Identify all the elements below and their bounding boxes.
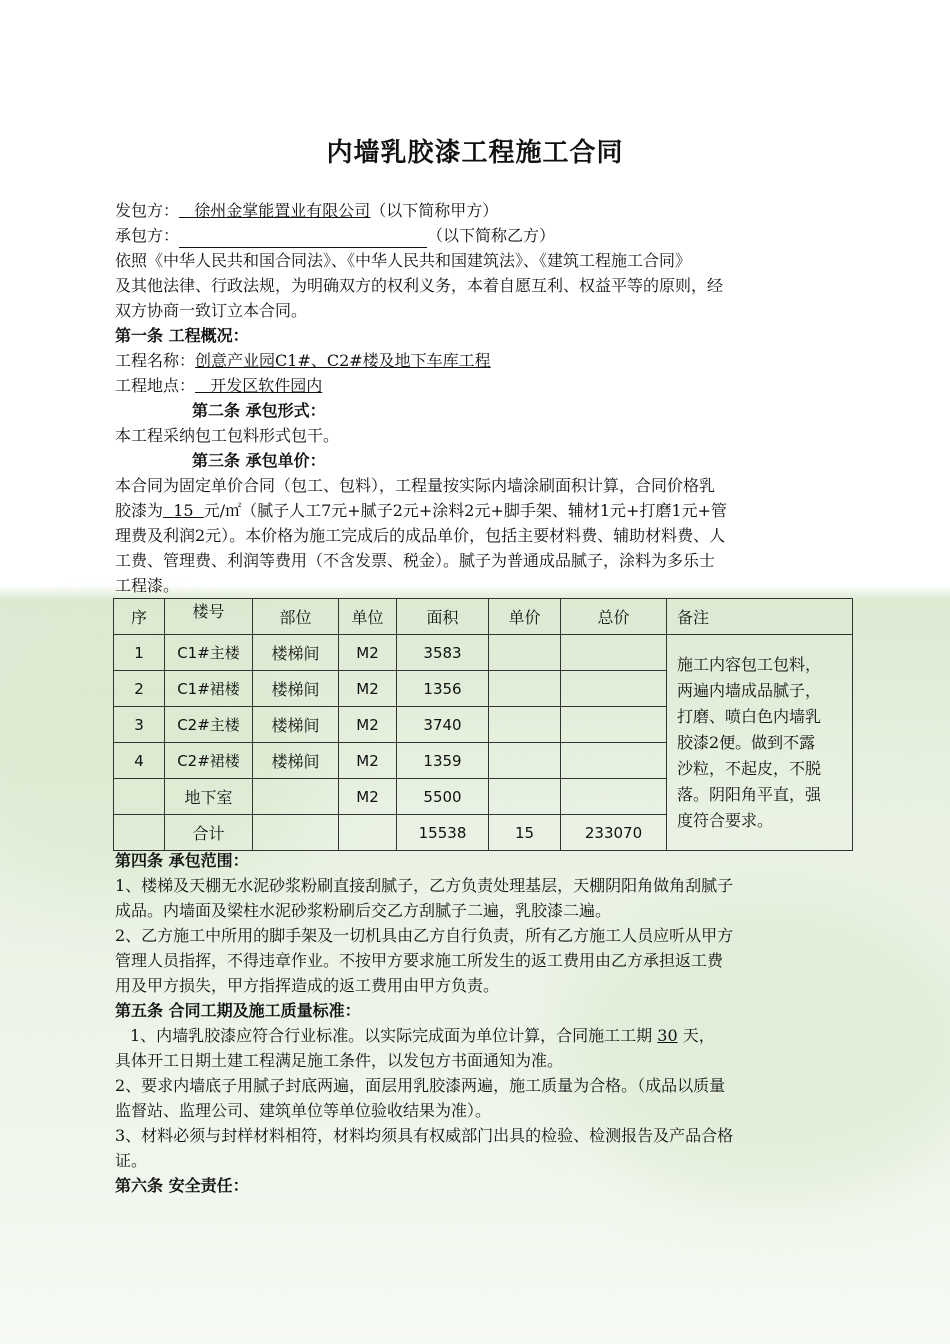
- cell-no: 3: [114, 707, 165, 743]
- party-b-line: [115, 224, 555, 248]
- project-location-label: 工程地点：: [115, 376, 196, 395]
- article-5-line-6: 证。: [115, 1151, 148, 1170]
- party-a-suffix: （以下简称甲方）: [370, 201, 499, 220]
- cell-no: 2: [114, 671, 165, 707]
- article-2-text: 本工程采纳包工包料形式包干。: [115, 426, 340, 445]
- article-3-line-2: 胶漆为 15 元/㎡（腻子人工7元+腻子2元+涂料2元+脚手架、辅材1元+打磨1元+管: [115, 501, 728, 520]
- cell-building: C2#主楼: [165, 707, 253, 743]
- cell-building: C1#主楼: [165, 635, 253, 671]
- article-5-line-5: 3、材料必须与封样材料相符，材料均须具有权威部门出具的检验、检测报告及产品合格: [115, 1126, 734, 1145]
- cell-no: 1: [114, 635, 165, 671]
- project-name-value: 创意产业园C1#、C2#楼及地下车库工程: [195, 351, 491, 370]
- article-2-heading: 第二条 承包形式：: [192, 401, 326, 420]
- article-4-line-2: 成品。内墙面及梁柱水泥砂浆粉刷后交乙方刮腻子二遍，乳胶漆二遍。: [115, 901, 612, 920]
- total-area: 15538: [397, 815, 489, 851]
- cell-price: [489, 635, 561, 671]
- article-3-line-3: 理费及利润2元）。本价格为施工完成后的成品单价，包括主要材料费、辅助材料费、人: [115, 526, 726, 545]
- total-price: 15: [489, 815, 561, 851]
- cell-area: 3583: [397, 635, 489, 671]
- cell-price: [489, 779, 561, 815]
- article-1-heading: 第一条 工程概况：: [115, 326, 249, 345]
- article-4-line-4: 管理人员指挥，不得违章作业。不按甲方要求施工所发生的返工费用由乙方承担返工费: [115, 951, 724, 970]
- intro-line-3: 双方协商一致订立本合同。: [115, 301, 308, 320]
- page-title: 内墙乳胶漆工程施工合同: [326, 138, 624, 168]
- cell-total: [561, 779, 667, 815]
- header-cell: 单位: [339, 599, 397, 635]
- cell-no: [114, 779, 165, 815]
- project-name-label: 工程名称：: [115, 351, 196, 370]
- party-b-label: 承包方：: [115, 226, 180, 245]
- header-cell: 楼号: [165, 599, 253, 635]
- article-3-line-5: 工程漆。: [115, 576, 180, 595]
- cell-total: [561, 743, 667, 779]
- header-cell: 面积: [397, 599, 489, 635]
- cell-no: 4: [114, 743, 165, 779]
- article-5-line-1: 1、内墙乳胶漆应符合行业标准。以实际完成面为单位计算，合同施工工期 30 天，: [130, 1026, 715, 1045]
- cell-price: [489, 743, 561, 779]
- cell-building: 地下室: [165, 779, 253, 815]
- article-5-line-3: 2、要求内墙底子用腻子封底两遍，面层用乳胶漆两遍，施工质量为合格。（成品以质量: [115, 1076, 726, 1095]
- cell-part: [253, 815, 339, 851]
- intro-line-2: 及其他法律、行政法规，为明确双方的权利义务，本着自愿互利、权益平等的原则，经: [115, 276, 724, 295]
- article-4-line-5: 用及甲方损失，甲方指挥造成的返工费用由甲方负责。: [115, 976, 500, 995]
- article-3-line-4: 工费、管理费、利润等费用（不含发票、税金）。腻子为普通成品腻子，涂料为多乐士: [115, 551, 716, 570]
- total-amount: 233070: [561, 815, 667, 851]
- cell-total: [561, 707, 667, 743]
- article-6-heading: 第六条 安全责任：: [115, 1176, 249, 1195]
- cell-part: 楼梯间: [253, 671, 339, 707]
- cell-building: C2#裙楼: [165, 743, 253, 779]
- party-b-suffix: （以下简称乙方）: [427, 226, 556, 245]
- project-location-value: 开发区软件园内: [210, 376, 323, 395]
- cell-total: [561, 635, 667, 671]
- cell-unit: M2: [339, 743, 397, 779]
- party-a-line: [115, 199, 498, 223]
- article-4-line-3: 2、乙方施工中所用的脚手架及一切机具由乙方自行负责，所有乙方施工人员应听从甲方: [115, 926, 734, 945]
- cell-building: C1#裙楼: [165, 671, 253, 707]
- cell-price: [489, 707, 561, 743]
- cell-no: [114, 815, 165, 851]
- cell-total: [561, 671, 667, 707]
- project-location-line: [115, 374, 596, 398]
- cell-part: [253, 779, 339, 815]
- cell-part: 楼梯间: [253, 707, 339, 743]
- party-a-name: 徐州金掌能置业有限公司: [194, 201, 371, 220]
- unit-price-value: 15: [173, 501, 194, 520]
- header-cell: 单价: [489, 599, 561, 635]
- article-4-heading: 第四条 承包范围：: [115, 851, 249, 870]
- intro-line-1: 依照《中华人民共和国合同法》、《中华人民共和国建筑法》、《建筑工程施工合同》: [115, 251, 692, 270]
- duration-days: 30: [657, 1026, 678, 1045]
- cell-unit: M2: [339, 635, 397, 671]
- cell-unit: M2: [339, 671, 397, 707]
- cell-part: 楼梯间: [253, 743, 339, 779]
- article-5-line-4: 监督站、监理公司、建筑单位等单位验收结果为准）。: [115, 1101, 492, 1120]
- article-5-heading: 第五条 合同工期及施工质量标准：: [115, 1001, 361, 1020]
- header-cell: 序: [114, 599, 165, 635]
- cell-unit: [339, 815, 397, 851]
- remarks-cell: 施工内容包工包料， 两遍内墙成品腻子， 打磨、喷白色内墙乳 胶漆2便。做到不露 沙粒，不起皮，不脱 落。阴阳角平直，强 度符合要求。: [667, 635, 853, 851]
- table-row: [114, 635, 853, 671]
- article-3-line-1: 本合同为固定单价合同（包工、包料），工程量按实际内墙涂刷面积计算，合同价格乳: [115, 476, 716, 495]
- article-3-heading: 第三条 承包单价：: [192, 451, 326, 470]
- table-header-row: [114, 599, 853, 635]
- article-5-line-2: 具体开工日期土建工程满足施工条件，以发包方书面通知为准。: [115, 1051, 564, 1070]
- cell-area: 1359: [397, 743, 489, 779]
- cell-unit: M2: [339, 779, 397, 815]
- header-cell: 备注: [667, 599, 853, 635]
- cell-price: [489, 671, 561, 707]
- party-b-blank: [179, 229, 427, 248]
- total-label: 合计: [165, 815, 253, 851]
- project-name-line: [115, 349, 590, 373]
- header-cell: 总价: [561, 599, 667, 635]
- cell-unit: M2: [339, 707, 397, 743]
- cell-area: 3740: [397, 707, 489, 743]
- cell-area: 5500: [397, 779, 489, 815]
- article-4-line-1: 1、楼梯及天棚无水泥砂浆粉刷直接刮腻子，乙方负责处理基层，天棚阴阳角做角刮腻子: [115, 876, 734, 895]
- party-a-label: 发包方：: [115, 201, 180, 220]
- cell-part: 楼梯间: [253, 635, 339, 671]
- price-table: [113, 598, 853, 851]
- cell-area: 1356: [397, 671, 489, 707]
- header-cell: 部位: [253, 599, 339, 635]
